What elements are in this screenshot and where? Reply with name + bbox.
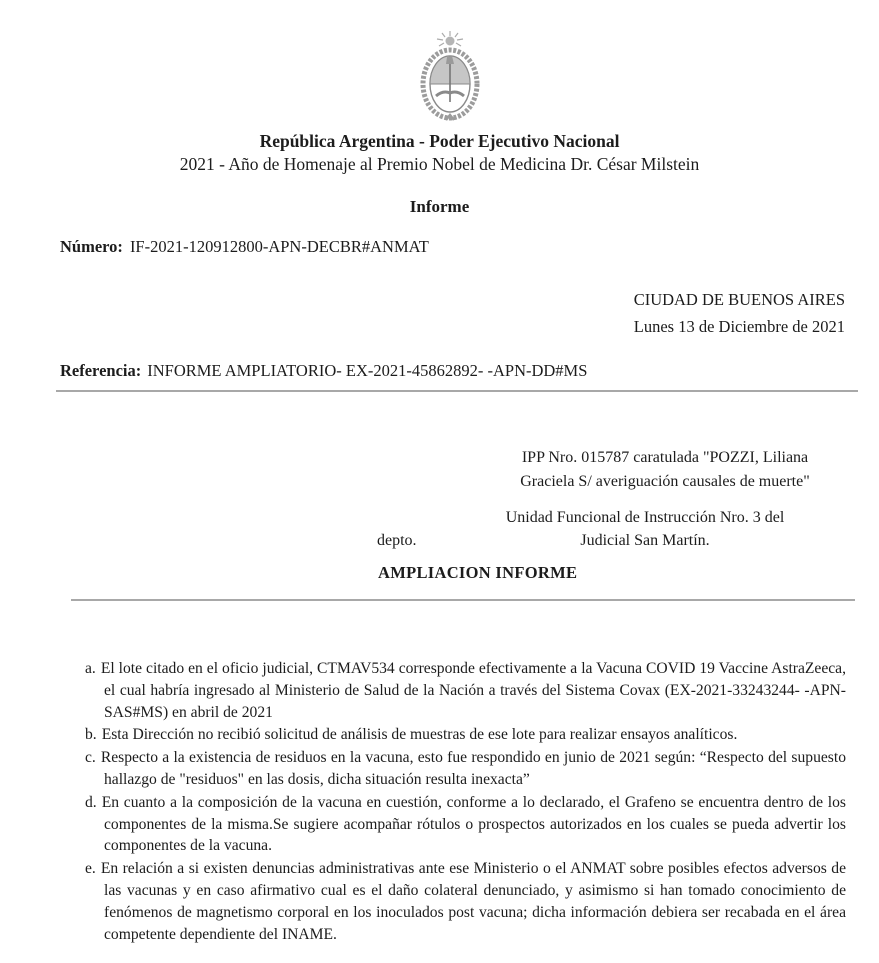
number-row	[60, 237, 429, 257]
report-list	[85, 658, 846, 946]
doc-type-title: Informe	[409, 197, 470, 216]
list-item-b	[85, 724, 846, 746]
section-title: AMPLIACION INFORME	[378, 563, 578, 582]
reference-row	[60, 361, 587, 381]
case-caption	[490, 446, 840, 493]
argentina-coat-of-arms-icon	[405, 30, 495, 124]
court-block	[377, 507, 840, 552]
item-label: b.	[85, 726, 97, 744]
case-caption-line-2: Graciela S/ averiguación causales de muerte"	[520, 472, 810, 490]
court-line-1: Unidad Funcional de Instrucción Nro. 3 del	[505, 509, 785, 526]
list-item-e	[85, 858, 846, 945]
item-label: c.	[85, 749, 96, 767]
item-label: a.	[85, 660, 96, 677]
section-divider	[71, 599, 855, 601]
list-item-a	[85, 658, 846, 723]
list-item-d	[85, 792, 846, 857]
list-item-c	[85, 747, 846, 791]
item-text: El lote citado en el oficio judicial, CTMAV534 corresponde efectivamente a la Vacuna COVID 19 Vaccine AstraZeeca, el cual habría ingresado al Ministerio de Salud de la Nación a través del Sistema Covax (EX-2021-33243244- -APN-SAS#MS) en abril de 2021	[100, 660, 846, 721]
court-line-2: Judicial San Martín.	[580, 531, 710, 549]
reference-value: INFORME AMPLIATORIO- EX-2021-45862892- -APN-DD#MS	[147, 361, 588, 380]
item-text: Esta Dirección no recibió solicitud de análisis de muestras de ese lote para realizar ensayos analíticos.	[101, 726, 738, 744]
item-label: d.	[85, 793, 97, 811]
court-depto-word: depto.	[377, 531, 417, 549]
number-label: Número:	[60, 237, 123, 256]
date-line: Lunes 13 de Diciembre de 2021	[633, 317, 845, 336]
case-caption-line-1: IPP Nro. 015787 caratulada "POZZI, Liliana	[521, 449, 809, 466]
item-text: En cuanto a la composición de la vacuna en cuestión, conforme a lo declarado, el Grafeno se encuentra dentro de los componentes de la misma.Se sugiere acompañar rótulos o prospectos autorizados en los cuales se pueda advertir los componentes de la vacuna.	[101, 793, 846, 855]
header-line-2: 2021 - Año de Homenaje al Premio Nobel de Medicina Dr. César Milstein	[179, 154, 700, 174]
city-line: CIUDAD DE BUENOS AIRES	[633, 290, 845, 309]
item-text: Respecto a la existencia de residuos en la vacuna, esto fue respondido en junio de 2021 según: “Respecto del supuesto hallazgo de "residuos" en las dosis, dicha situación resulta inexacta”	[100, 749, 846, 788]
header-line-1: República Argentina - Poder Ejecutivo Nacional	[259, 131, 620, 151]
top-divider	[56, 390, 858, 392]
item-label: e.	[85, 860, 96, 878]
number-value: IF-2021-120912800-APN-DECBR#ANMAT	[129, 237, 429, 256]
item-text: En relación a si existen denuncias administrativas ante ese Ministerio o el ANMAT sobre posibles efectos adversos de las vacunas y en caso afirmativo cual es el daño colateral denunciado, y asimismo si han tomado conocimiento de fenómenos de magnetismo corporal en los inoculados post vacuna; dicha información debiera ser recabada en el área competente dependiente del INAME.	[100, 860, 846, 943]
reference-label: Referencia:	[60, 361, 142, 380]
